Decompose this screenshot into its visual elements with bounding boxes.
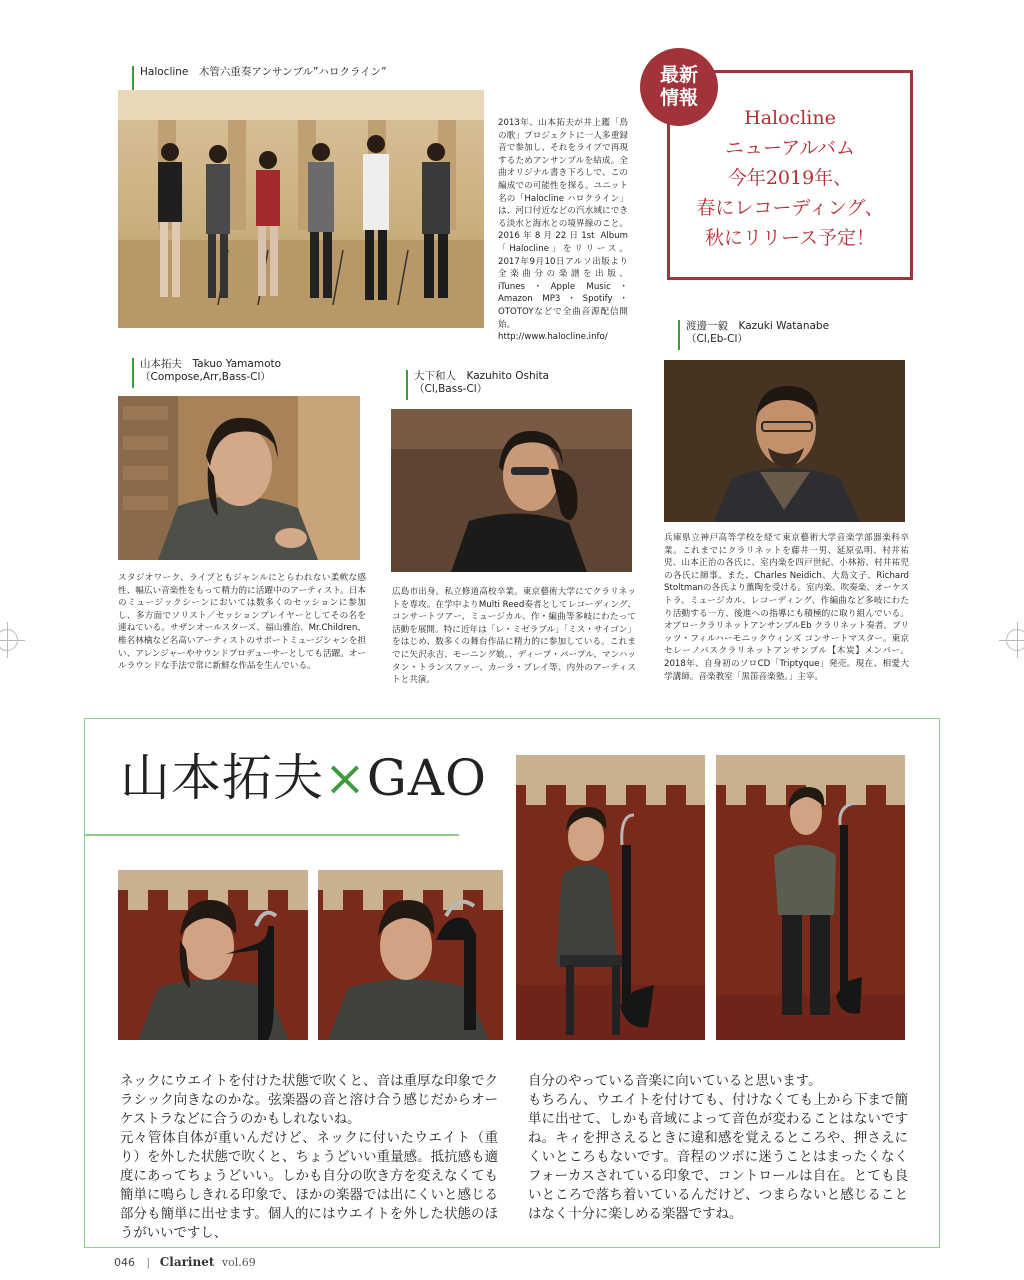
member-bio [118, 572, 366, 684]
member-role: （Cl,Bass-Cl） [414, 383, 488, 395]
interview-paragraph: 元々管体自体が重いんだけど、ネックに付いたウエイト（重り）を外した状態で吹くと、ちょうどいい重量感。抵抗感も適度にあってちょうどいい。しかも自分の吹き方を変えなくても簡単に鳴らしきれる印象で、ほかの楽器では出にくいと感じる部分も簡単に出せます。個人的にはウエイトを外した状態のほうがいいですし、 [120, 1131, 498, 1241]
interview-photo-4 [716, 755, 905, 1040]
halocline-url[interactable]: http://www.halocline.info/ [498, 332, 608, 343]
halocline-description-text: 2013年、山本拓夫が井上鑑「鳥の歌」プロジェクトに一人多重録音で参加し、それをライブで再現するためアンサンブルを結成。全曲オリジナル書き下ろしで、この編成での可能性を探る。ユニット名の「Halocline ハロクライン」は、河口付近などの汽水域にできる淡水と海水との境界線のこと。2016年8月22日1st Album「Halocline」をリリース。2017年9月10日アルソ出版より全楽曲分の楽譜を出版、iTunes・Apple Music・Amazon MP3・Spotify・OTOTOYなどで全曲音源配信開始。 [498, 118, 628, 330]
halocline-caption-text: Halocline 木管六重奏アンサンブル”ハロクライン” [140, 66, 387, 78]
member-name: 大下和人 Kazuhito Oshita [414, 370, 550, 382]
registration-mark-left [0, 629, 18, 651]
member-name: 渡邊一毅 Kazuki Watanabe [686, 320, 830, 332]
section-title-name: 山本拓夫 [120, 749, 324, 807]
section-title-rule [84, 834, 459, 836]
news-line: Halocline [744, 107, 836, 129]
member-caption [406, 370, 626, 400]
news-line: 秋にリリース予定！ [704, 227, 876, 249]
interview-paragraph: 自分のやっている音楽に向いていると思います。 [528, 1074, 822, 1089]
member-bio-text: 兵庫県立神戸高等学校を経て東京藝術大学音楽学部器楽科卒業。これまでにクラリネットを藤井一男、延原弘明、村井祐児、山本正治の各氏に、室内楽を四戸世紀、小林裕、村井祐児の各氏に師事。また、Charles Neidich、大島文子、Richard Stoltmanの各氏より薫陶を受ける。室内楽、吹奏楽、オーケストラ、ミュージカル、レコーディング、作編曲など多岐にわたり活動する一方、後進への指導にも積極的に取り組んでいる。オブロークラリネットアンサンブルEb クラリネット奏者。ブリッツ・フィルハーモニックウィンズ コンサートマスター。東京セレーノバスクラリネットアンサンブル【木炭】メンバー。2018年、自身初のソロCD「Triptyque」発売。現在、相愛大学講師。音楽教室「黒笛音楽塾。」主宰。 [664, 533, 909, 682]
page-number: 046 [114, 1256, 135, 1269]
member-name: 山本拓夫 Takuo Yamamoto [140, 358, 282, 370]
member-photo-yamamoto [118, 396, 360, 560]
registration-mark-right [1006, 629, 1024, 651]
magazine-volume: vol.69 [221, 1256, 256, 1269]
member-bio-text: スタジオワーク、ライブともジャンルにとらわれない柔軟な感性、幅広い音楽性をもって精力的に活躍中のアーティスト。日本のミュージックシーンにおいては数多くのセッションに参加し、多方面でソリスト／セッションプレイヤーとしてその名を連ねている。サザンオールスターズ、福山雅治、Mr.Children、椎名林檎など名高いアーティストのサポートミュージシャンを担い、アレンジャーやサウンドプロデューサーとしても活躍。オールラウンドな手法で常に新鮮な作品を生んでいる。 [118, 573, 366, 672]
member-bio [392, 586, 636, 686]
news-text [672, 103, 908, 253]
magazine-brand: Clarinet [159, 1255, 215, 1269]
member-photo-watanabe [664, 360, 905, 522]
news-line: 春にレコーディング、 [696, 197, 884, 219]
interview-paragraph: ネックにウエイトを付けた状態で吹くと、音は重厚な印象でクラシック向きなのかな。弦楽器の音と溶け合う感じだからオーケストラなどに合うのかもしれないね。 [120, 1074, 498, 1127]
halocline-description [498, 117, 628, 343]
footer-separator: | [146, 1256, 151, 1269]
member-caption [132, 358, 362, 388]
page-footer [114, 1255, 256, 1269]
member-role: （Compose,Arr,Bass-Cl） [140, 371, 271, 383]
member-caption [678, 320, 908, 350]
member-role: （Cl,Eb-Cl） [686, 333, 748, 345]
badge-line-2: 情報 [659, 87, 698, 109]
interview-paragraph: もちろん、ウエイトを付けても、付けなくても上から下まで簡単に出せて、しかも音域によって音色が変わることはないですね。キィを押さえるときに違和感を覚えるところや、押さえにくいところもないです。音程のツボに迷うことはまったくなくフォーカスされている印象で、コントロールは自在。とても良いところで落ち着いているんだけど、つまらないと感じることはなく十分に楽しめる楽器ですね。 [528, 1093, 908, 1222]
interview-photo-1 [118, 870, 308, 1040]
badge-line-1: 最新 [659, 64, 698, 86]
member-bio [664, 532, 909, 684]
interview-text-right [528, 1072, 908, 1240]
section-title-cross: × [324, 749, 367, 807]
section-title [120, 748, 487, 808]
member-photo-oshita [391, 409, 632, 572]
news-line: ニューアルバム [725, 137, 855, 159]
member-bio-text: 広島市出身。私立修道高校卒業。東京藝術大学にてクラリネットを専攻。在学中よりMulti Reed奏者としてレコーディング、コンサートツアー、ミュージカル、作・編曲等多岐にわたって活動を展開。特に近年は「レ・ミゼラブル」「ミス・サイゴン」をはじめ、数多くの舞台作品に精力的に参加している。これまでに矢沢永吉、モーニング娘。、ディープ・パープル、マンハッタン・トランスファー、カーラ・ブレイ等、内外のアーティストと共演。 [392, 587, 636, 686]
section-title-brand: GAO [366, 749, 487, 807]
news-line: 今年2019年、 [727, 167, 853, 189]
interview-photo-3 [516, 755, 705, 1040]
halocline-group-photo [118, 90, 484, 328]
interview-photo-2 [318, 870, 503, 1040]
interview-text-left [120, 1072, 498, 1240]
